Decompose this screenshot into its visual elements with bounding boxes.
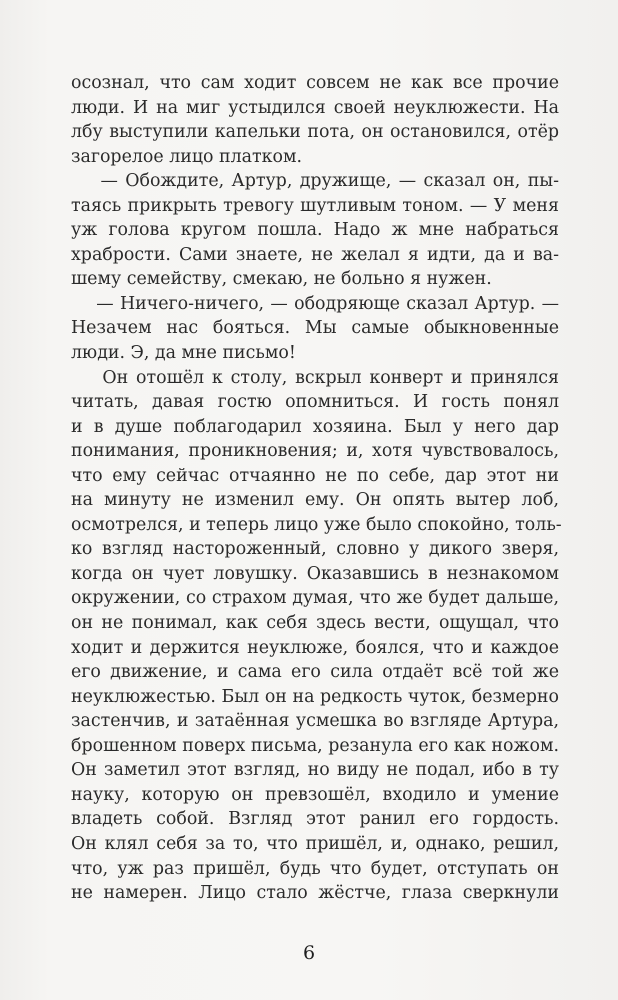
text-line: владеть собой. Взгляд этот ранил его гордость. xyxy=(71,809,559,830)
text-line: и в душе поблагодарил хозяина. Был у него дар xyxy=(71,416,559,437)
text-line: ходит и держится неуклюже, боялся, что и каждое xyxy=(71,637,559,658)
text-line: лбу выступили капельки пота, он остановился, отёр xyxy=(71,122,559,143)
text-line: неуклюжестью. Был он на редкость чуток, безмерно xyxy=(71,686,559,707)
text-line: что, уж раз пришёл, будь что будет, отступать он xyxy=(71,858,559,879)
text-line: люди. Э, да мне письмо! xyxy=(71,343,296,364)
text-line: понимания, проникновения; и, хотя чувствовалось, xyxy=(71,441,559,462)
text-line: Он отошёл к столу, вскрыл конверт и принялся xyxy=(71,367,559,388)
text-line: люди. И на миг устыдился своей неуклюжести. На xyxy=(71,97,559,118)
text-line: Незачем нас бояться. Мы самые обыкновенные xyxy=(71,318,559,339)
text-line: храбрости. Сами знаете, не желал я идти, да и ва- xyxy=(71,244,559,265)
text-line: уж голова кругом пошла. Надо ж мне набраться xyxy=(71,220,559,241)
body-text xyxy=(71,71,562,906)
text-line: Он клял себя за то, что пришёл, и, однако, решил, xyxy=(71,833,559,854)
text-line: загорелое лицо платком. xyxy=(71,146,303,167)
text-line: он не понимал, как себя здесь вести, ощущал, что xyxy=(71,613,559,634)
text-line: что ему сейчас отчаянно не по себе, дар этот ни xyxy=(71,465,559,486)
text-line: окружении, со страхом думая, что же будет дальше, xyxy=(71,588,559,609)
text-line: — Ничего-ничего, — ободряюще сказал Артур. — xyxy=(71,293,559,314)
text-line: шему семейству, смекаю, не больно я нужен. xyxy=(71,269,492,290)
text-line: на минуту не изменил ему. Он опять вытер лоб, xyxy=(71,490,559,511)
text-line: науку, которую он превзошёл, входило и умение xyxy=(71,784,559,805)
page-number: 6 xyxy=(302,942,316,964)
text-line: Он заметил этот взгляд, но виду не подал, ибо в ту xyxy=(71,760,559,781)
text-line: — Обождите, Артур, дружище, — сказал он, пы- xyxy=(71,171,559,192)
text-line: таясь прикрыть тревогу шутливым тоном. — У меня xyxy=(71,195,559,216)
text-line: застенчив, и затаённая усмешка во взгляде Артура, xyxy=(71,711,559,732)
text-line: брошенном поверх письма, резанула его как ножом. xyxy=(71,735,559,756)
text-line: ко взгляд настороженный, словно у дикого зверя, xyxy=(71,539,559,560)
text-line: осмотрелся, и теперь лицо уже было спокойно, толь- xyxy=(71,514,562,535)
text-line: когда он чует ловушку. Оказавшись в незнакомом xyxy=(71,563,559,584)
text-line: осознал, что сам ходит совсем не как все прочие xyxy=(71,73,559,93)
text-line: читать, давая гостю опомниться. И гость понял xyxy=(71,392,559,413)
text-line: его движение, и сама его сила отдаёт всё той же xyxy=(71,662,559,683)
text-line: не намерен. Лицо стало жёстче, глаза сверкнули xyxy=(71,883,559,904)
